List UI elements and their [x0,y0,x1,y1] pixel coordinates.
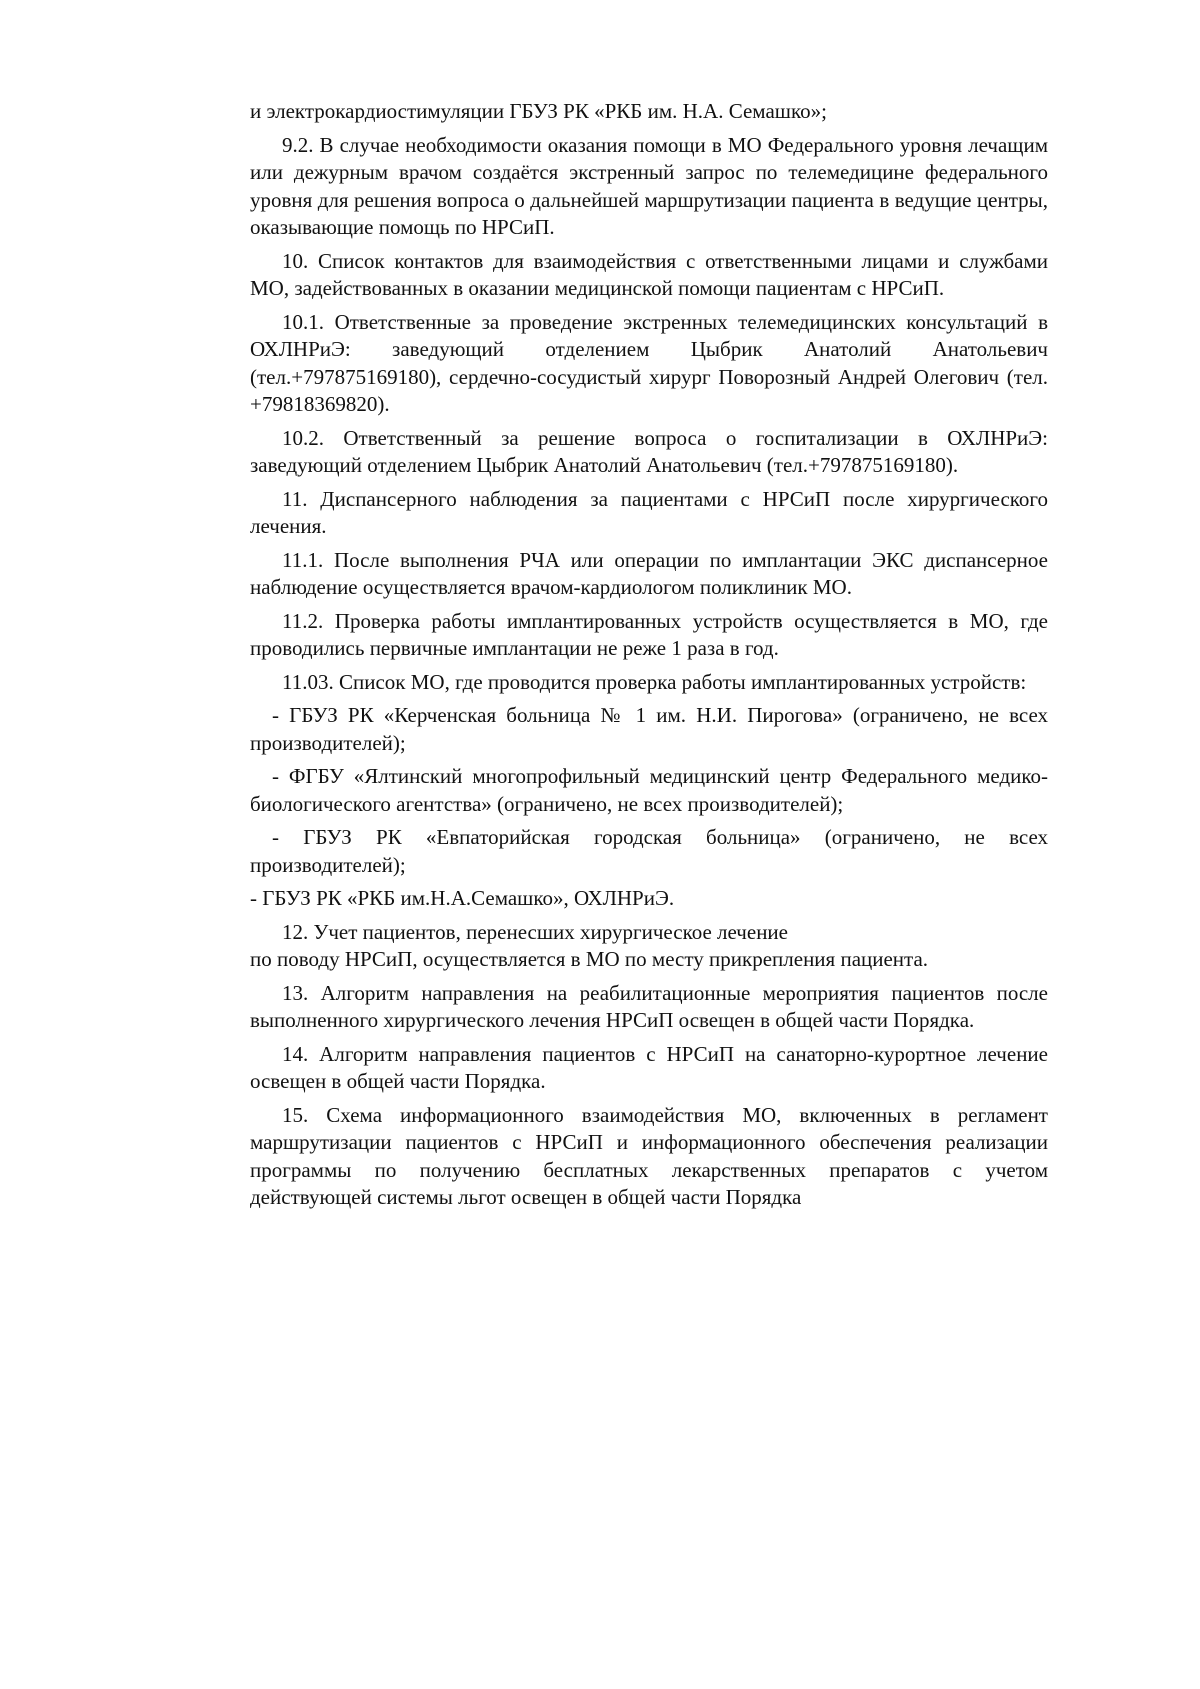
list-item-semashko: - ГБУЗ РК «РКБ им.Н.А.Семашко», ОХЛНРиЭ. [250,886,675,910]
paragraph-11-1: 11.1. После выполнения РЧА или операции по имплантации ЭКС диспансерное наблюдение осуществляется врачом-кардиологом поликлиник МО. [250,547,1048,599]
paragraph-14: 14. Алгоритм направления пациентов с НРСиП на санаторно-курортное лечение освещен в общей части Порядка. [250,1041,1048,1093]
paragraph-9-2: 9.2. В случае необходимости оказания помощи в МО Федерального уровня лечащим или дежурным врачом создаётся экстренный запрос по телемедицине федерального уровня для решения вопроса о дальнейшей маршрутизации пациента в ведущие центры, оказывающие помощь по НРСиП. [250,132,1048,239]
paragraph-15: 15. Схема информационного взаимодействия МО, включенных в регламент маршрутизации пациентов с НРСиП и информационного обеспечения реализации программы по получению бесплатных лекарственных препаратов с учетом действующей системы льгот освещен в общей части Порядка [250,1102,1048,1209]
paragraph-11-03: 11.03. Список МО, где проводится проверка работы имплантированных устройств: [282,669,1027,694]
paragraph-10: 10. Список контактов для взаимодействия с ответственными лицами и службами МО, задействованных в оказании медицинской помощи пациентам с НРСиП. [250,248,1048,300]
paragraph-11: 11. Диспансерного наблюдения за пациентами с НРСиП после хирургического лечения. [250,486,1048,538]
list-item-evpatoria: - ГБУЗ РК «Евпаторийская городская больница» (ограничено, не всех производителей); [250,825,1048,877]
document-page [250,98,1048,1212]
paragraph-13: 13. Алгоритм направления на реабилитационные мероприятия пациентов после выполненного хирургического лечения НРСиП освещен в общей части Порядка. [250,980,1048,1032]
list-item-yalta: - ФГБУ «Ялтинский многопрофильный медицинский центр Федерального медико-биологического агентства» (ограничено, не всех производителей); [250,764,1048,816]
paragraph-12-line-1: 12. Учет пациентов, перенесших хирургическое лечение [282,919,788,944]
paragraph-11-2: 11.2. Проверка работы имплантированных устройств осуществляется в МО, где проводились первичные имплантации не реже 1 раза в год. [250,608,1048,660]
list-item-kerch: - ГБУЗ РК «Керченская больница № 1 им. Н.И. Пирогова» (ограничено, не всех производителей); [250,703,1048,755]
paragraph-9-1-continuation: и электрокардиостимуляции ГБУЗ РК «РКБ им. Н.А. Семашко»; [250,99,827,123]
paragraph-10-2: 10.2. Ответственный за решение вопроса о госпитализации в ОХЛНРиЭ: заведующий отделением Цыбрик Анатолий Анатольевич (тел.+797875169180). [250,425,1048,477]
paragraph-12-line-2: по поводу НРСиП, осуществляется в МО по месту прикрепления пациента. [250,947,929,971]
paragraph-10-1: 10.1. Ответственные за проведение экстренных телемедицинских консультаций в ОХЛНРиЭ: заведующий отделением Цыбрик Анатолий Анатольевич (тел.+797875169180), сердечно-сосудистый хирург Поворозный Андрей Олегович (тел. +79818369820). [250,309,1048,416]
